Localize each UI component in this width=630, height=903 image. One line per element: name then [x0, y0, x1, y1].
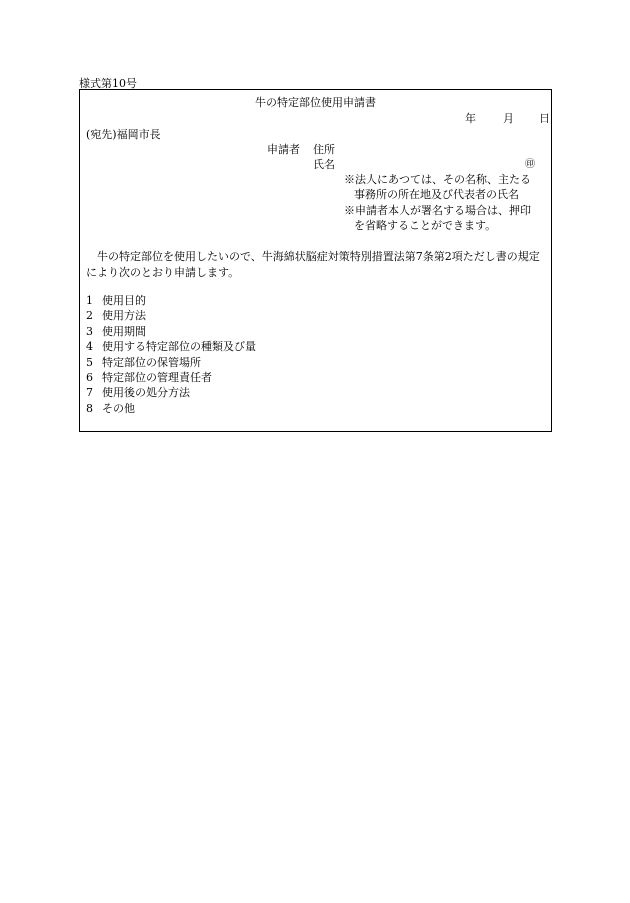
signature-note-line1: ※申請者本人が署名する場合は、押印 [344, 204, 531, 217]
list-item [86, 355, 256, 370]
item-label: 使用後の処分方法 [102, 386, 190, 400]
item-number: 2 [86, 309, 93, 323]
item-number: 8 [86, 401, 93, 415]
form-number: 様式第10号 [79, 77, 137, 90]
date-day-label: 日 [539, 112, 550, 125]
addressee: (宛先)福岡市長 [86, 128, 161, 141]
item-label: 特定部位の保管場所 [102, 355, 201, 369]
list-item [86, 293, 256, 308]
list-item [86, 324, 256, 339]
item-label: 使用期間 [102, 324, 146, 338]
applicant-label: 申請者 [267, 143, 300, 156]
address-label: 住所 [313, 143, 335, 156]
form-title: 牛の特定部位使用申請書 [255, 96, 376, 109]
item-label: 使用方法 [102, 309, 146, 323]
item-number: 6 [86, 371, 93, 385]
item-number: 5 [86, 355, 93, 369]
item-number: 1 [86, 294, 93, 307]
item-number: 4 [86, 340, 93, 354]
item-label: 使用する特定部位の種類及び量 [102, 340, 256, 354]
item-label: その他 [102, 401, 135, 415]
item-number: 3 [86, 324, 93, 338]
corporate-note-line1: ※法人にあつては、その名称、主たる [344, 173, 531, 186]
corporate-note-line2: 事務所の所在地及び代表者の氏名 [354, 188, 519, 201]
item-label: 使用目的 [102, 294, 146, 307]
application-form [79, 89, 552, 432]
seal-mark-icon: ㊞ [525, 159, 535, 170]
list-item [86, 385, 256, 400]
list-item [86, 339, 256, 354]
name-label: 氏名 [313, 158, 335, 171]
item-list [86, 293, 256, 416]
item-label: 特定部位の管理責任者 [102, 371, 212, 385]
application-statement: 牛の特定部位を使用したいので、牛海綿状脳症対策特別措置法第7条第2項ただし書の規定により次のとおり申請します。 [86, 250, 540, 279]
date-month-label: 月 [503, 112, 514, 125]
list-item [86, 370, 256, 385]
list-item [86, 308, 256, 323]
item-number: 7 [86, 386, 93, 400]
date-year-label: 年 [465, 112, 476, 125]
list-item [86, 401, 256, 416]
signature-note-line2: を省略することができます。 [354, 219, 497, 232]
